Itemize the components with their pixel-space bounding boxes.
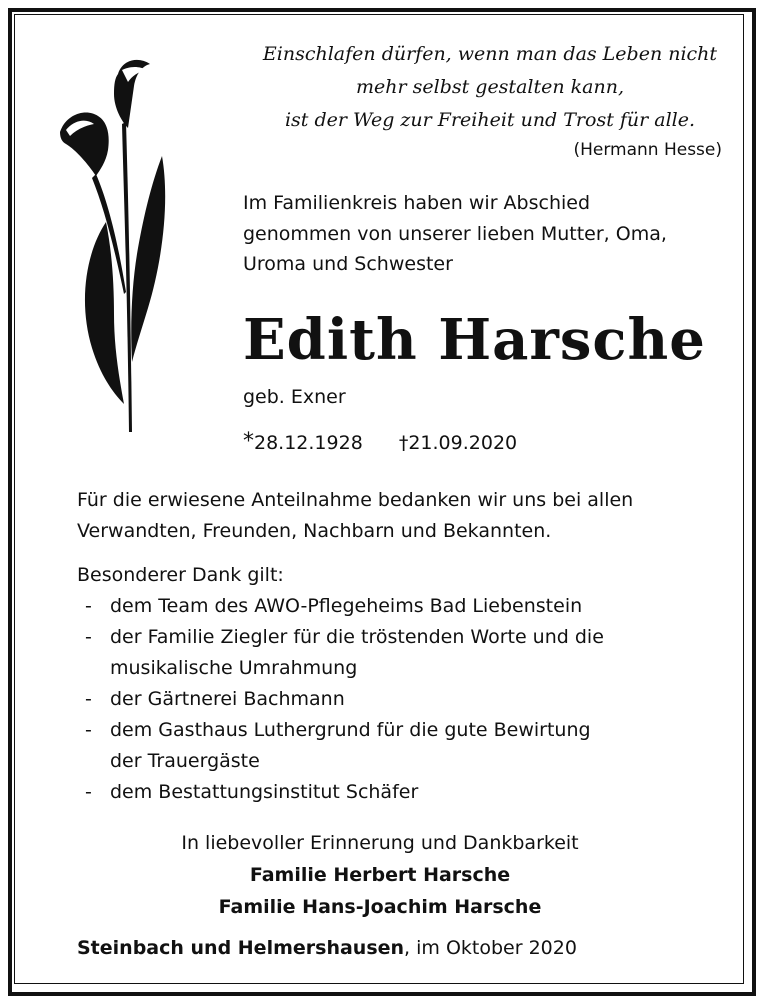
list-item-line: der Trauergäste — [110, 750, 260, 772]
birth-name: geb. Exner — [243, 386, 346, 408]
family-name: Familie Hans-Joachim Harsche — [218, 896, 542, 918]
intro-line: genommen von unserer lieben Mutter, Oma, — [243, 222, 667, 245]
thanks-line: Für die erwiesene Anteilnahme bedanken wir uns bei allen — [77, 489, 634, 511]
family-name: Familie Herbert Harsche — [249, 864, 511, 886]
list-item-line: musikalische Umrahmung — [110, 657, 358, 679]
intro-line: Uroma und Schwester — [243, 253, 453, 275]
list-item-line: dem Team des AWO-Pflegeheims Bad Liebenstein — [110, 595, 583, 617]
list-item-line: dem Bestattungsinstitut Schäfer — [110, 781, 419, 803]
list-item-line: dem Gasthaus Luthergrund für die gute Bewirtung — [110, 719, 591, 741]
list-item-line: der Gärtnerei Bachmann — [110, 688, 345, 710]
dash-bullet: - — [85, 688, 92, 710]
deceased-name: Edith Harsche — [243, 307, 706, 373]
closing-line: In liebevoller Erinnerung und Dankbarkeit — [181, 832, 579, 854]
death-date: 21.09.2020 — [408, 432, 518, 454]
date-line: , im Oktober 2020 — [404, 937, 577, 959]
dash-bullet: - — [85, 719, 92, 741]
list-item — [85, 591, 727, 622]
quote-line: mehr selbst gestalten kann, — [356, 76, 624, 98]
quote-line: ist der Weg zur Freiheit und Trost für alle. — [284, 109, 696, 131]
life-dates — [243, 429, 518, 457]
place-name: Steinbach und Helmershausen — [77, 937, 405, 959]
special-thanks-heading: Besonderer Dank gilt: — [77, 564, 284, 586]
thanks-line: Verwandten, Freunden, Nachbarn und Bekannten. — [77, 520, 552, 542]
list-item — [85, 622, 727, 684]
quote-line: Einschlafen dürfen, wenn man das Leben nicht — [262, 43, 718, 65]
birth-star-icon: * — [243, 429, 254, 454]
special-thanks-list — [77, 591, 727, 808]
dash-bullet: - — [85, 781, 92, 803]
quote-author: (Hermann Hesse) — [573, 140, 722, 160]
death-cross-icon: † — [398, 432, 409, 454]
intro-line: Im Familienkreis haben wir Abschied — [243, 192, 591, 214]
intro-text — [243, 188, 723, 280]
closing-block — [100, 827, 660, 923]
calla-lily-icon — [52, 52, 172, 442]
special-thanks — [77, 560, 727, 808]
list-item — [85, 684, 727, 715]
quote — [240, 38, 740, 137]
thanks-text — [77, 485, 717, 547]
place-and-date — [77, 937, 577, 959]
dash-bullet: - — [85, 626, 92, 648]
list-item-line: der Familie Ziegler für die tröstenden Worte und die — [110, 626, 604, 648]
birth-date: 28.12.1928 — [254, 432, 363, 454]
dash-bullet: - — [85, 595, 92, 617]
list-item — [85, 715, 727, 777]
list-item — [85, 777, 727, 808]
